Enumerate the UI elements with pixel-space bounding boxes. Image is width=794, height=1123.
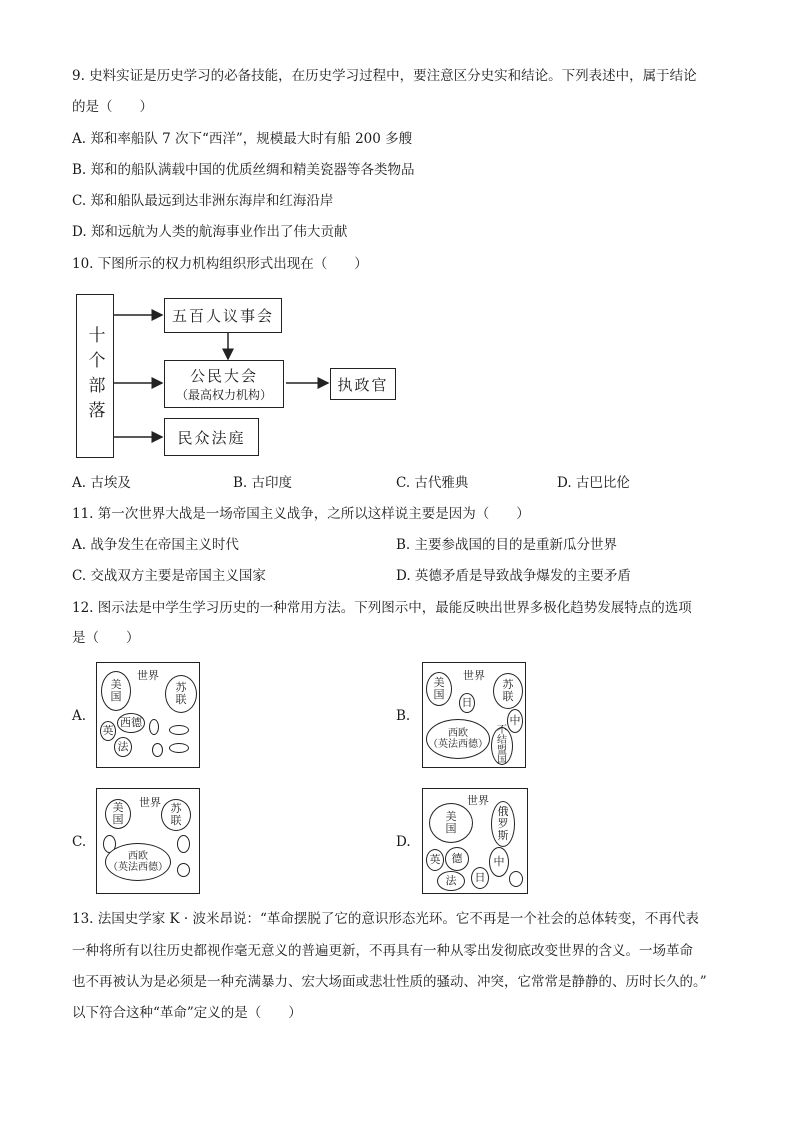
france-circle: 法 — [437, 871, 465, 891]
q9-option-b[interactable]: B. 郑和的船队满载中国的优质丝绸和精美瓷器等各类物品 — [72, 162, 415, 178]
q13-stem-line2: 一种将所有以往历史都视作毫无意义的普遍更新，不再具有一种从零出发彻底改变世界的含义。一场革命 — [72, 943, 693, 959]
q10-option-a[interactable]: A. 古埃及 — [72, 475, 131, 491]
q10-power-structure-diagram — [76, 290, 406, 462]
world-label: 世界 — [137, 669, 159, 682]
q11-option-b[interactable]: B. 主要参战国的目的是重新瓜分世界 — [396, 537, 618, 553]
peoples-court-box: 民众法庭 — [164, 418, 259, 456]
q13-stem-line1: 13. 法国史学家 K · 波米昂说：“革命摆脱了它的意识形态光环。它不再是一个社会的总体转变，不再代表 — [72, 911, 699, 927]
q10-option-c[interactable]: C. 古代雅典 — [396, 475, 469, 491]
russia-circle: 俄罗斯 — [491, 801, 515, 847]
china-circle: 中 — [489, 847, 509, 877]
q10-option-d[interactable]: D. 古巴比伦 — [557, 475, 630, 491]
ten-tribes-box: 十个部落 — [76, 294, 114, 458]
q12-option-a-label[interactable]: A. — [72, 708, 87, 724]
citizen-assembly-note: （最高权力机构） — [175, 388, 272, 402]
q12-stem-line2: 是（ ） — [72, 630, 140, 646]
citizen-assembly-label: 公民大会 — [189, 367, 258, 385]
q12-option-d-label[interactable]: D. — [396, 834, 411, 850]
non-aligned-circle: 不结盟国 — [491, 727, 513, 765]
q11-stem: 11. 第一次世界大战是一场帝国主义战争，之所以这样说主要是因为（ ） — [72, 506, 530, 522]
q9-stem-line1: 9. 史料实证是历史学习的必备技能，在历史学习过程中，要注意区分史实和结论。下列表述中，属于结论 — [72, 68, 697, 84]
usa-circle: 美国 — [426, 672, 452, 706]
q11-option-c[interactable]: C. 交战双方主要是帝国主义国家 — [72, 568, 266, 584]
small-ellipse — [149, 719, 159, 735]
small-ellipse — [169, 725, 189, 735]
china-circle: 中 — [507, 709, 523, 733]
q12-diagram-c[interactable] — [96, 788, 200, 894]
q12-diagram-a[interactable] — [96, 662, 200, 768]
q10-option-b[interactable]: B. 古印度 — [233, 475, 293, 491]
council-of-500-box: 五百人议事会 — [164, 298, 282, 333]
q13-stem-line4: 以下符合这种“革命”定义的是（ ） — [72, 1005, 302, 1021]
japan-circle: 日 — [471, 867, 489, 889]
uk-circle: 英 — [100, 721, 116, 741]
q11-option-a[interactable]: A. 战争发生在帝国主义时代 — [72, 537, 239, 553]
archon-box: 执政官 — [330, 368, 396, 400]
usa-circle: 美国 — [101, 671, 131, 711]
q9-option-c[interactable]: C. 郑和船队最远到达非洲东海岸和红海沿岸 — [72, 193, 334, 209]
q9-option-a[interactable]: A. 郑和率船队 7 次下“西洋”，规模最大时有船 200 多艘 — [72, 131, 413, 147]
q12-diagram-d[interactable] — [422, 788, 528, 894]
q12-option-b-label[interactable]: B. — [396, 708, 411, 724]
world-label: 世界 — [467, 794, 489, 807]
q9-stem-line2: 的是（ ） — [72, 99, 153, 115]
small-ellipse — [509, 871, 523, 887]
western-europe-circle: 西欧 （英法西德） — [426, 719, 490, 759]
small-ellipse — [177, 835, 190, 853]
small-ellipse — [169, 743, 189, 753]
germany-circle: 德 — [445, 847, 469, 871]
france-circle: 法 — [114, 737, 132, 757]
usa-circle: 美国 — [105, 799, 131, 829]
small-ellipse — [152, 743, 163, 757]
citizen-assembly-box — [164, 360, 284, 408]
q9-option-d[interactable]: D. 郑和远航为人类的航海事业作出了伟大贡献 — [72, 224, 348, 240]
ussr-circle: 苏联 — [493, 673, 523, 709]
west-germany-circle: 西德 — [117, 713, 145, 733]
q12-diagram-b[interactable] — [422, 662, 526, 768]
q13-stem-line3: 也不再被认为是必须是一种充满暴力、宏大场面或悲壮性质的骚动、冲突，它常常是静静的、历时长久的。” — [72, 974, 707, 990]
q12-option-c-label[interactable]: C. — [72, 834, 87, 850]
western-europe-circle: 西欧 （英法西德） — [105, 843, 171, 881]
japan-circle: 日 — [459, 693, 475, 713]
world-label: 世界 — [463, 669, 485, 682]
ussr-circle: 苏联 — [165, 675, 197, 713]
small-ellipse — [177, 863, 190, 877]
uk-circle: 英 — [426, 849, 444, 871]
usa-circle: 美国 — [429, 803, 473, 843]
q10-stem: 10. 下图所示的权力机构组织形式出现在（ ） — [72, 256, 368, 272]
world-label: 世界 — [139, 796, 161, 809]
ussr-circle: 苏联 — [161, 799, 191, 831]
q12-stem-line1: 12. 图示法是中学生学习历史的一种常用方法。下列图示中，最能反映出世界多极化趋势发展特点的选项 — [72, 600, 692, 616]
q11-option-d[interactable]: D. 英德矛盾是导致战争爆发的主要矛盾 — [396, 568, 631, 584]
